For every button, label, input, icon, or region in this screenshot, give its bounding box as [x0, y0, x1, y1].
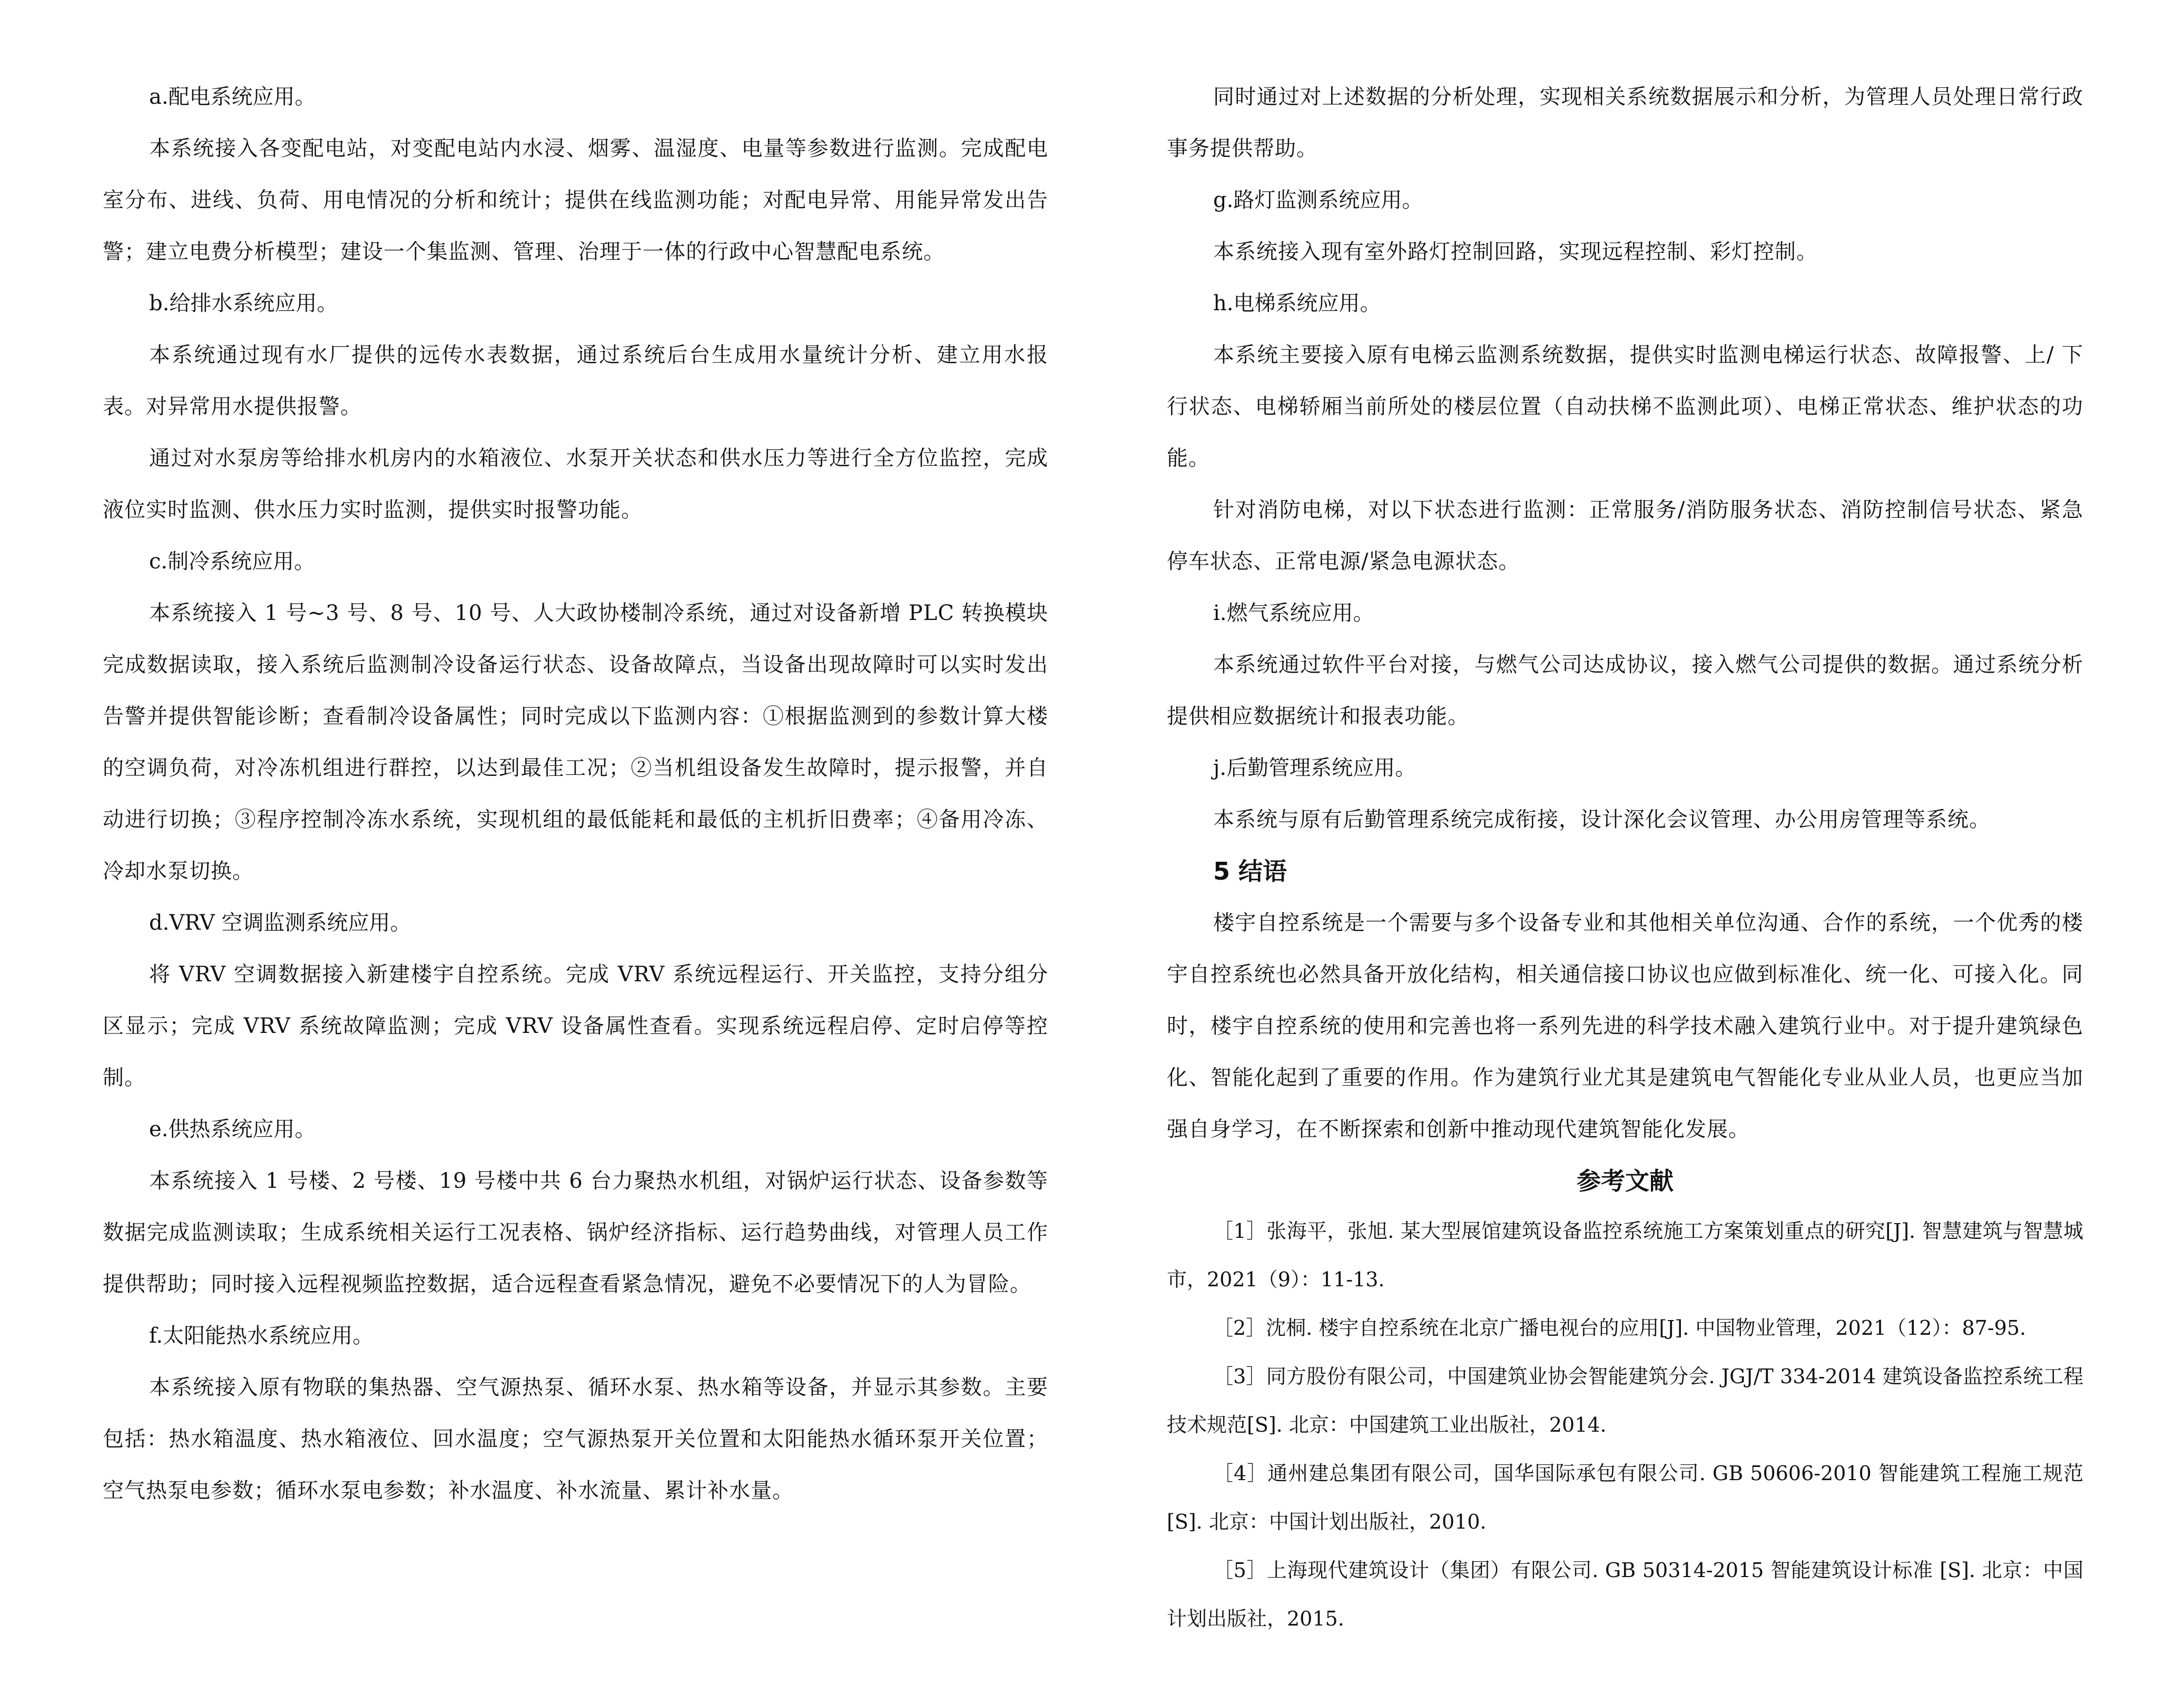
paragraph: 楼宇自控系统是一个需要与多个设备专业和其他相关单位沟通、合作的系统，一个优秀的楼宇自控系统也必然具备开放化结构，相关通信接口协议也应做到标准化、统一化、可接入化。同时，楼宇自控系统的使用和完善也将一系列先进的科学技术融入建筑行业中。对于提升建筑绿色化、智能化起到了重要的作用。作为建筑行业尤其是建筑电气智能化专业从业人员，也更应当加强自身学习，在不断探索和创新中推动现代建筑智能化发展。 [1167, 911, 2083, 1141]
references-title: 参考文献 [1577, 1167, 1674, 1195]
subheading-e: e.供热系统应用。 [149, 1117, 316, 1141]
paragraph: 本系统接入各变配电站，对变配电站内水浸、烟雾、温湿度、电量等参数进行监测。完成配电室分布、进线、负荷、用电情况的分析和统计；提供在线监测功能；对配电异常、用能异常发出告警；建立电费分析模型；建设一个集监测、管理、治理于一体的行政中心智慧配电系统。 [103, 136, 1048, 264]
subheading-a: a.配电系统应用。 [149, 85, 316, 109]
reference-item: ［3］同方股份有限公司，中国建筑业协会智能建筑分会. JGJ/T 334-2014 建筑设备监控系统工程技术规范[S]. 北京：中国建筑工业出版社，2014. [1167, 1365, 2083, 1436]
paragraph: 本系统主要接入原有电梯云监测系统数据，提供实时监测电梯运行状态、故障报警、上/ 下行状态、电梯轿厢当前所处的楼层位置（自动扶梯不监测此项）、电梯正常状态、维护状态的功能。 [1167, 343, 2083, 470]
paragraph: 同时通过对上述数据的分析处理，实现相关系统数据展示和分析，为管理人员处理日常行政事务提供帮助。 [1167, 85, 2083, 161]
left-column [103, 71, 1048, 1516]
subheading-g: g.路灯监测系统应用。 [1213, 188, 1423, 212]
paragraph: 本系统接入 1 号~3 号、8 号、10 号、人大政协楼制冷系统，通过对设备新增 PLC 转换模块完成数据读取，接入系统后监测制冷设备运行状态、设备故障点，当设备出现故障时可以实时发出告警并提供智能诊断；查看制冷设备属性；同时完成以下监测内容：①根据监测到的参数计算大楼的空调负荷，对冷冻机组进行群控，以达到最佳工况；②当机组设备发生故障时，提示报警，并自动进行切换；③程序控制冷冻水系统，实现机组的最低能耗和最低的主机折旧费率；④备用冷冻、冷却水泵切换。 [103, 601, 1048, 883]
right-column [1167, 71, 2083, 1643]
paragraph: 本系统接入 1 号楼、2 号楼、19 号楼中共 6 台力聚热水机组，对锅炉运行状态、设备参数等数据完成监测读取；生成系统相关运行工况表格、锅炉经济指标、运行趋势曲线，对管理人员工作提供帮助；同时接入远程视频监控数据，适合远程查看紧急情况，避免不必要情况下的人为冒险。 [103, 1169, 1048, 1296]
reference-item: ［5］上海现代建筑设计（集团）有限公司. GB 50314-2015 智能建筑设计标准 [S]. 北京：中国计划出版社，2015. [1167, 1559, 2083, 1630]
paragraph: 本系统接入原有物联的集热器、空气源热泵、循环水泵、热水箱等设备，并显示其参数。主要包括：热水箱温度、热水箱液位、回水温度；空气源热泵开关位置和太阳能热水循环泵开关位置；空气热泵电参数；循环水泵电参数；补水温度、补水流量、累计补水量。 [103, 1375, 1048, 1503]
subheading-j: j.后勤管理系统应用。 [1213, 756, 1416, 780]
paragraph: 本系统接入现有室外路灯控制回路，实现远程控制、彩灯控制。 [1213, 240, 1818, 264]
subheading-d: d.VRV 空调监测系统应用。 [149, 911, 411, 935]
subheading-i: i.燃气系统应用。 [1213, 601, 1374, 625]
subheading-c: c.制冷系统应用。 [149, 549, 316, 574]
section-heading-conclusion: 5 结语 [1213, 857, 1287, 885]
paragraph: 本系统与原有后勤管理系统完成衔接，设计深化会议管理、办公用房管理等系统。 [1213, 807, 1991, 832]
paragraph: 将 VRV 空调数据接入新建楼宇自控系统。完成 VRV 系统远程运行、开关监控，支持分组分区显示；完成 VRV 系统故障监测；完成 VRV 设备属性查看。实现系统远程启停、定时启停等控制。 [103, 962, 1048, 1090]
paragraph: 针对消防电梯，对以下状态进行监测：正常服务/消防服务状态、消防控制信号状态、紧急停车状态、正常电源/紧急电源状态。 [1167, 498, 2083, 574]
subheading-h: h.电梯系统应用。 [1213, 291, 1381, 316]
reference-item: ［1］张海平，张旭. 某大型展馆建筑设备监控系统施工方案策划重点的研究[J]. 智慧建筑与智慧城市，2021（9）：11-13. [1167, 1219, 2083, 1291]
paragraph: 本系统通过现有水厂提供的远传水表数据，通过系统后台生成用水量统计分析、建立用水报表。对异常用水提供报警。 [103, 343, 1048, 419]
paragraph: 本系统通过软件平台对接，与燃气公司达成协议，接入燃气公司提供的数据。通过系统分析提供相应数据统计和报表功能。 [1167, 653, 2083, 728]
reference-item: ［4］通州建总集团有限公司，国华国际承包有限公司. GB 50606-2010 智能建筑工程施工规范[S]. 北京：中国计划出版社，2010. [1167, 1462, 2083, 1533]
subheading-f: f.太阳能热水系统应用。 [149, 1324, 374, 1348]
reference-item: ［2］沈桐. 楼宇自控系统在北京广播电视台的应用[J]. 中国物业管理，2021（12）：87-95. [1213, 1316, 2026, 1340]
subheading-b: b.给排水系统应用。 [149, 291, 338, 316]
paragraph: 通过对水泵房等给排水机房内的水箱液位、水泵开关状态和供水压力等进行全方位监控，完成液位实时监测、供水压力实时监测，提供实时报警功能。 [103, 446, 1048, 522]
